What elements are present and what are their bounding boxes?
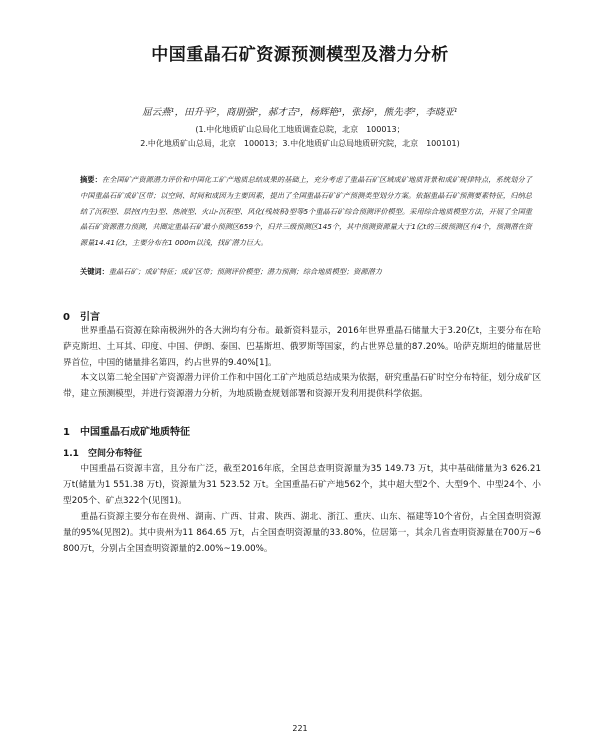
intro-paragraph-2: 本文以第二轮全国矿产资源潜力评价工作和中国化工矿产地质总结成果为依据，研究重晶石矿时空分布特征，划分成矿区带，建立预测模型，并进行资源潜力分析，为地质勘查规划部署和资源开发利用提供科学依据。 [63, 373, 541, 399]
keywords-label: 关键词： [80, 267, 109, 276]
abstract-text: 在全国矿产资源潜力评价和中国化工矿产地质总结成果的基础上，充分考虑了重晶石矿区域成矿地质背景和成矿规律特点，系统划分了中国重晶石矿成矿区带；以空间、时间和成因为主要因素，提出了全国重晶石矿矿产预测类型划分方案。依据重晶石矿预测要素特征，归纳总结了沉积型、层控(内生)型、热液型、火山-沉积型、风化(残坡积)型等5个重晶石矿综合预测评价模型。采用综合地质模型方法，开展了全国重晶石矿资源潜力预测，共圈定重晶石矿最小预测区659个，归并三级预测区145个，其中预测资源量大于1亿t的三级预测区有4个，预测潜在资源量14.41亿t，主要分布在1 000m以浅，找矿潜力巨大。 [80, 175, 532, 248]
paper-title: 中国重晶石矿资源预测模型及潜力分析 [151, 45, 449, 65]
affiliation-line-2: 2.中化地质矿山总局，北京 100013；3.中化地质矿山总局地质研究院，北京 100101) [140, 139, 460, 148]
section-heading-intro: 0 引言 [63, 312, 100, 323]
abstract [80, 172, 532, 251]
section-1-paragraph-2: 重晶石资源主要分布在贵州、湖南、广西、甘肃、陕西、湖北、浙江、重庆、山东、福建等10个省份，占全国查明资源量的95%(见图2)。其中贵州为11 864.65 万t，占全国查明资源量的33.80%，位居第一，其余几省查明资源量在700万~6 800万t，分别占全国查明资源量的2.00%~19.00%。 [63, 512, 541, 554]
page-number: 221 [292, 724, 308, 733]
subsection-heading-1-1: 1.1 空间分布特征 [63, 449, 142, 459]
keywords [80, 267, 532, 277]
author-list: 屈云燕¹，田升平²，商朋强²，郝才吉³，杨辉艳³，张扬³，熊先孝²，李晓亚¹ [142, 107, 458, 118]
section-heading-1: 1 中国重晶石成矿地质特征 [63, 427, 190, 438]
keywords-text: 重晶石矿；成矿特征；成矿区带；预测评价模型；潜力预测；综合地质模型；资源潜力 [108, 267, 382, 276]
intro-paragraph-1: 世界重晶石资源在除南极洲外的各大洲均有分布。最新资料显示，2016年世界重晶石储量大于3.20亿t，主要分布在哈萨克斯坦、土耳其、印度、中国、伊朗、泰国、巴基斯坦、俄罗斯等国家，约占世界总量的87.20%。哈萨克斯坦的储量居世界首位，中国的储量排名第四，约占世界的9.40%[1]。 [63, 326, 541, 368]
section-1-paragraph-1: 中国重晶石资源丰富，且分布广泛，截至2016年底，全国总查明资源量为35 149.73 万t，其中基础储量为3 626.21 万t(储量为1 551.38 万t)，资源量为31 523.52 万t。全国重晶石矿产地562个，其中超大型2个、大型9个、中型24个、小型205个、矿点322个(见图1)。 [63, 464, 541, 506]
affiliation-line-1: (1.中化地质矿山总局化工地质调查总院，北京 100013； [195, 125, 405, 134]
abstract-label: 摘要： [80, 175, 102, 184]
